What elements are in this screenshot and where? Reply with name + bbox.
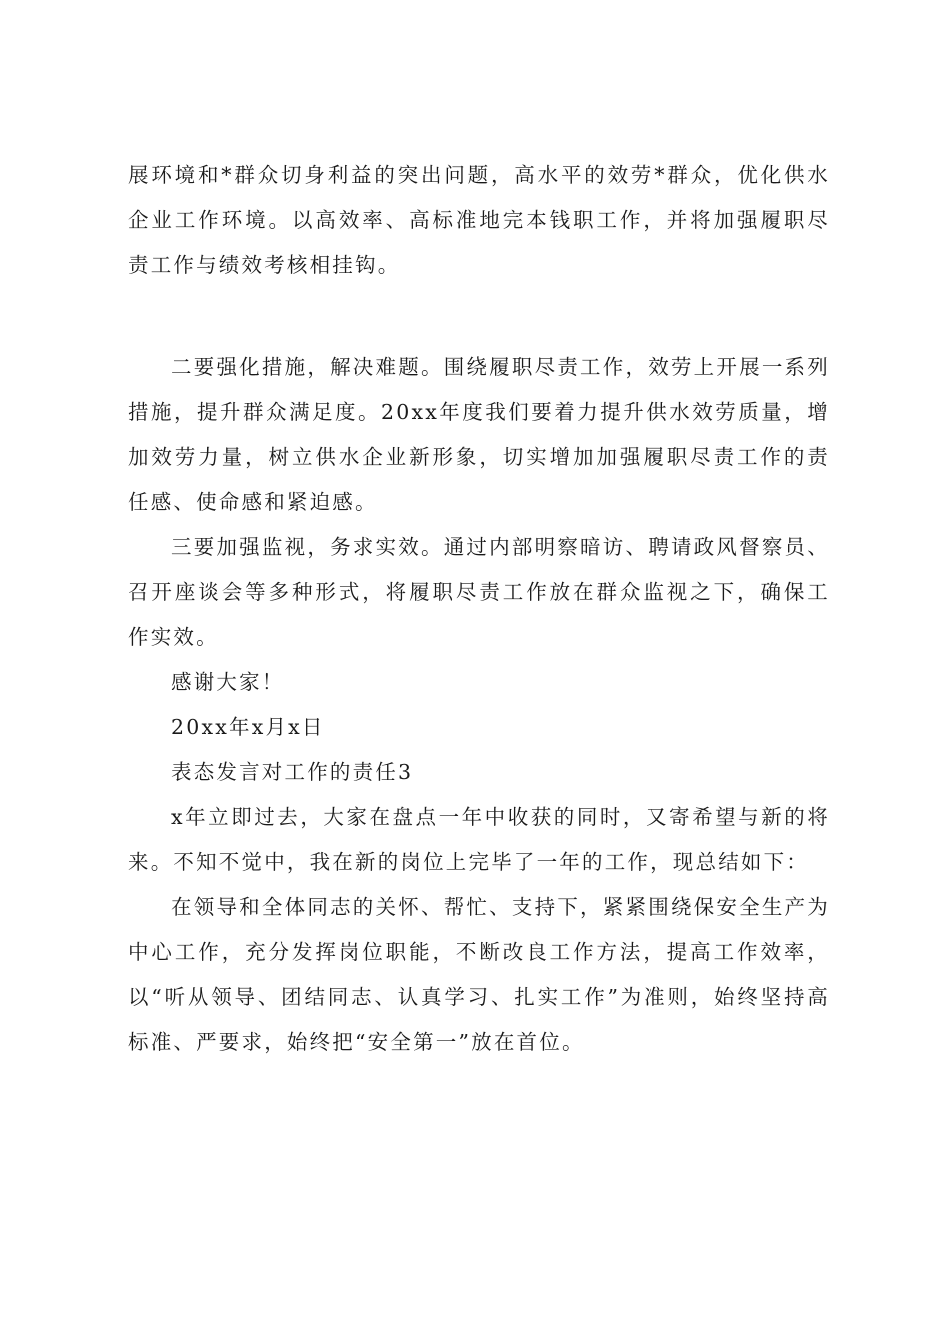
- document-page: [128, 153, 830, 1065]
- paragraph-work-summary: 在领导和全体同志的关怀、帮忙、支持下，紧紧围绕保安全生产为中心工作，充分发挥岗位职能，不断改良工作方法，提高工作效率，以“听从领导、团结同志、认真学习、扎实工作”为准则，始终坚持高标准、严要求，始终把“安全第一”放在首位。: [128, 895, 830, 1054]
- paragraph-year-summary: x年立即过去，大家在盘点一年中收获的同时，又寄希望与新的将来。不知不觉中，我在新的岗位上完毕了一年的工作，现总结如下：: [128, 805, 830, 874]
- date-line: 20xx年x月x日: [171, 715, 325, 739]
- thanks-line: 感谢大家！: [171, 670, 285, 694]
- paragraph-supervision: 三要加强监视，务求实效。通过内部明察暗访、聘请政风督察员、召开座谈会等多种形式，将履职尽责工作放在群众监视之下，确保工作实效。: [128, 535, 830, 649]
- paragraph-continuation: 展环境和*群众切身利益的突出问题，高水平的效劳*群众，优化供水企业工作环境。以高效率、高标准地完本钱职工作，并将加强履职尽责工作与绩效考核相挂钩。: [128, 163, 830, 277]
- paragraph-measures: 二要强化措施，解决难题。围绕履职尽责工作，效劳上开展一系列措施，提升群众满足度。20xx年度我们要着力提升供水效劳质量，增加效劳力量，树立供水企业新形象，切实增加加强履职尽责工作的责任感、使命感和紧迫感。: [128, 355, 830, 514]
- section-heading: 表态发言对工作的责任3: [171, 760, 414, 784]
